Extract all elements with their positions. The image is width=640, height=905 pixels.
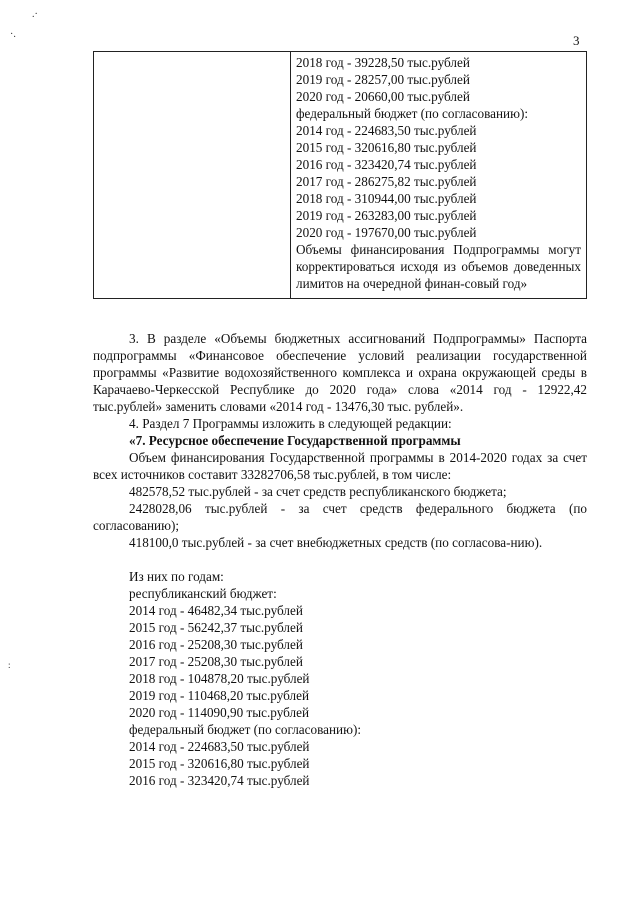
table-cell-label — [94, 52, 291, 299]
section-heading: «7. Ресурсное обеспечение Государственной программы — [129, 433, 461, 448]
table-line: федеральный бюджет (по согласованию): — [296, 106, 529, 121]
table-line: 2016 год - 323420,74 тыс.рублей — [296, 157, 477, 172]
paragraph-section-3: 3. В разделе «Объемы бюджетных ассигнований Подпрограммы» Паспорта подпрограммы «Финансовое обеспечение условий реализации государственной программы «Развитие водохозяйственного комплекса и охрана окружающей среды в Карачаево-Черкесской Республике до 2020 года» слова «2014 год - 12922,42 тыс.рублей» заменить словами «2014 год - 13476,30 тыс. рублей». — [93, 331, 587, 414]
scan-artifact: .· — [32, 9, 38, 20]
table-cell-values — [291, 52, 587, 299]
list-item: 2014 год - 46482,34 тыс.рублей — [129, 603, 303, 618]
table-line: 2015 год - 320616,80 тыс.рублей — [296, 140, 477, 155]
scan-artifact: : — [8, 660, 11, 670]
paragraph-section-4: 4. Раздел 7 Программы изложить в следующей редакции: — [129, 416, 452, 431]
list-item: 2015 год - 56242,37 тыс.рублей — [129, 620, 303, 635]
paragraph-source-offbudget: 418100,0 тыс.рублей - за счет внебюджетных средств (по согласова-нию). — [129, 535, 543, 550]
federal-budget-label: федеральный бюджет (по согласованию): — [129, 722, 362, 737]
table-line: 2018 год - 39228,50 тыс.рублей — [296, 55, 470, 70]
table-line: 2018 год - 310944,00 тыс.рублей — [296, 191, 477, 206]
scan-artifact: ·. — [10, 29, 16, 40]
list-item: 2016 год - 323420,74 тыс.рублей — [129, 773, 310, 788]
table-line: 2020 год - 197670,00 тыс.рублей — [296, 225, 477, 240]
list-item: 2020 год - 114090,90 тыс.рублей — [129, 705, 309, 720]
list-item: 2015 год - 320616,80 тыс.рублей — [129, 756, 310, 771]
list-item: 2019 год - 110468,20 тыс.рублей — [129, 688, 309, 703]
funding-table — [93, 51, 587, 299]
table-line: 2019 год - 28257,00 тыс.рублей — [296, 72, 470, 87]
table-line: 2017 год - 286275,82 тыс.рублей — [296, 174, 477, 189]
list-item: 2017 год - 25208,30 тыс.рублей — [129, 654, 303, 669]
paragraph-source-federal: 2428028,06 тыс.рублей - за счет средств федерального бюджета (по согласованию); — [93, 501, 587, 533]
paragraph-source-republic: 482578,52 тыс.рублей - за счет средств республиканского бюджета; — [129, 484, 507, 499]
republic-budget-label: республиканский бюджет: — [129, 586, 277, 601]
table-line: 2020 год - 20660,00 тыс.рублей — [296, 89, 470, 104]
list-item: 2018 год - 104878,20 тыс.рублей — [129, 671, 310, 686]
page-number: 3 — [573, 33, 580, 48]
list-item: 2016 год - 25208,30 тыс.рублей — [129, 637, 303, 652]
by-years-label: Из них по годам: — [129, 569, 224, 584]
list-item: 2014 год - 224683,50 тыс.рублей — [129, 739, 310, 754]
paragraph-total: Объем финансирования Государственной программы в 2014-2020 годах за счет всех источников составит 33282706,58 тыс.рублей, в том числе: — [93, 450, 587, 482]
document-body — [93, 330, 587, 789]
table-line: 2014 год - 224683,50 тыс.рублей — [296, 123, 477, 138]
table-line: 2019 год - 263283,00 тыс.рублей — [296, 208, 477, 223]
table-note: Объемы финансирования Подпрограммы могут корректироваться исходя из объемов доведенных лимитов на очередной финан-совый год» — [296, 242, 581, 291]
table-row — [94, 52, 587, 299]
